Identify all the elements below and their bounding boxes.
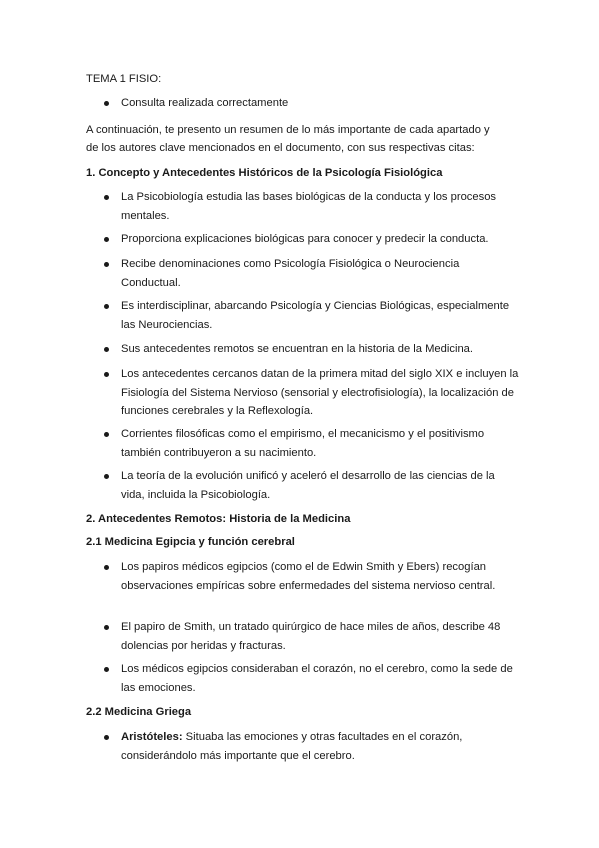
- bullet-dot: [104, 304, 109, 309]
- list-item: Sus antecedentes remotos se encuentran en la historia de la Medicina.: [121, 343, 473, 355]
- bullet-dot: [104, 625, 109, 630]
- list-item: Los papiros médicos egipcios (como el de Edwin Smith y Ebers) recogían observaciones empíricas sobre enfermedades del sistema nervioso central.: [121, 561, 496, 592]
- list-item: [121, 728, 521, 765]
- bullet-dot: [104, 565, 109, 570]
- list-item: Los médicos egipcios consideraban el corazón, no el cerebro, como la sede de las emociones.: [121, 663, 513, 694]
- list-item: La teoría de la evolución unificó y aceleró el desarrollo de las ciencias de la vida, incluida la Psicobiología.: [121, 470, 495, 501]
- list-item: La Psicobiología estudia las bases biológicas de la conducta y los procesos mentales.: [121, 191, 497, 222]
- bullet-dot: [104, 101, 109, 106]
- list-item: Corrientes filosóficas como el empirismo, el mecanicismo y el positivismo también contribuyeron a su nacimiento.: [121, 428, 485, 459]
- list-item: Es interdisciplinar, abarcando Psicología y Ciencias Biológicas, especialmente las Neurociencias.: [121, 300, 510, 331]
- bullet-dot: [104, 735, 109, 740]
- list-item: Recibe denominaciones como Psicología Fisiológica o Neurociencia Conductual.: [121, 258, 460, 289]
- intro-line-1: A continuación, te presento un resumen de lo más importante de cada apartado y: [86, 124, 490, 136]
- section-heading: 1. Concepto y Antecedentes Históricos de la Psicología Fisiológica: [86, 167, 443, 179]
- section-heading: 2.1 Medicina Egipcia y función cerebral: [86, 536, 295, 548]
- bullet-dot: [104, 474, 109, 479]
- bullet-dot: [104, 432, 109, 437]
- bullet-dot: [104, 237, 109, 242]
- bullet-dot: [104, 667, 109, 672]
- section-heading: 2.2 Medicina Griega: [86, 706, 192, 718]
- status-bullet-text: Consulta realizada correctamente: [121, 97, 289, 109]
- section-heading: 2. Antecedentes Remotos: Historia de la Medicina: [86, 513, 351, 525]
- bullet-dot: [104, 262, 109, 267]
- author-name: Aristóteles:: [121, 731, 183, 743]
- bullet-dot: [104, 372, 109, 377]
- document-title: TEMA 1 FISIO:: [86, 73, 162, 85]
- list-item: El papiro de Smith, un tratado quirúrgico de hace miles de años, describe 48 dolencias por heridas y fracturas.: [121, 621, 501, 652]
- bullet-dot: [104, 347, 109, 352]
- list-item: Los antecedentes cercanos datan de la primera mitad del siglo XIX e incluyen la Fisiología del Sistema Nervioso (sensorial y electrofisiología), la localización de funciones cerebrales y la Reflexología.: [121, 368, 519, 417]
- author-description: Situaba las emociones y otras facultades en el corazón, considerándolo más importante que el cerebro.: [121, 731, 463, 762]
- intro-line-2: de los autores clave mencionados en el documento, con sus respectivas citas:: [86, 142, 475, 154]
- bullet-dot: [104, 195, 109, 200]
- list-item: Proporciona explicaciones biológicas para conocer y predecir la conducta.: [121, 233, 489, 245]
